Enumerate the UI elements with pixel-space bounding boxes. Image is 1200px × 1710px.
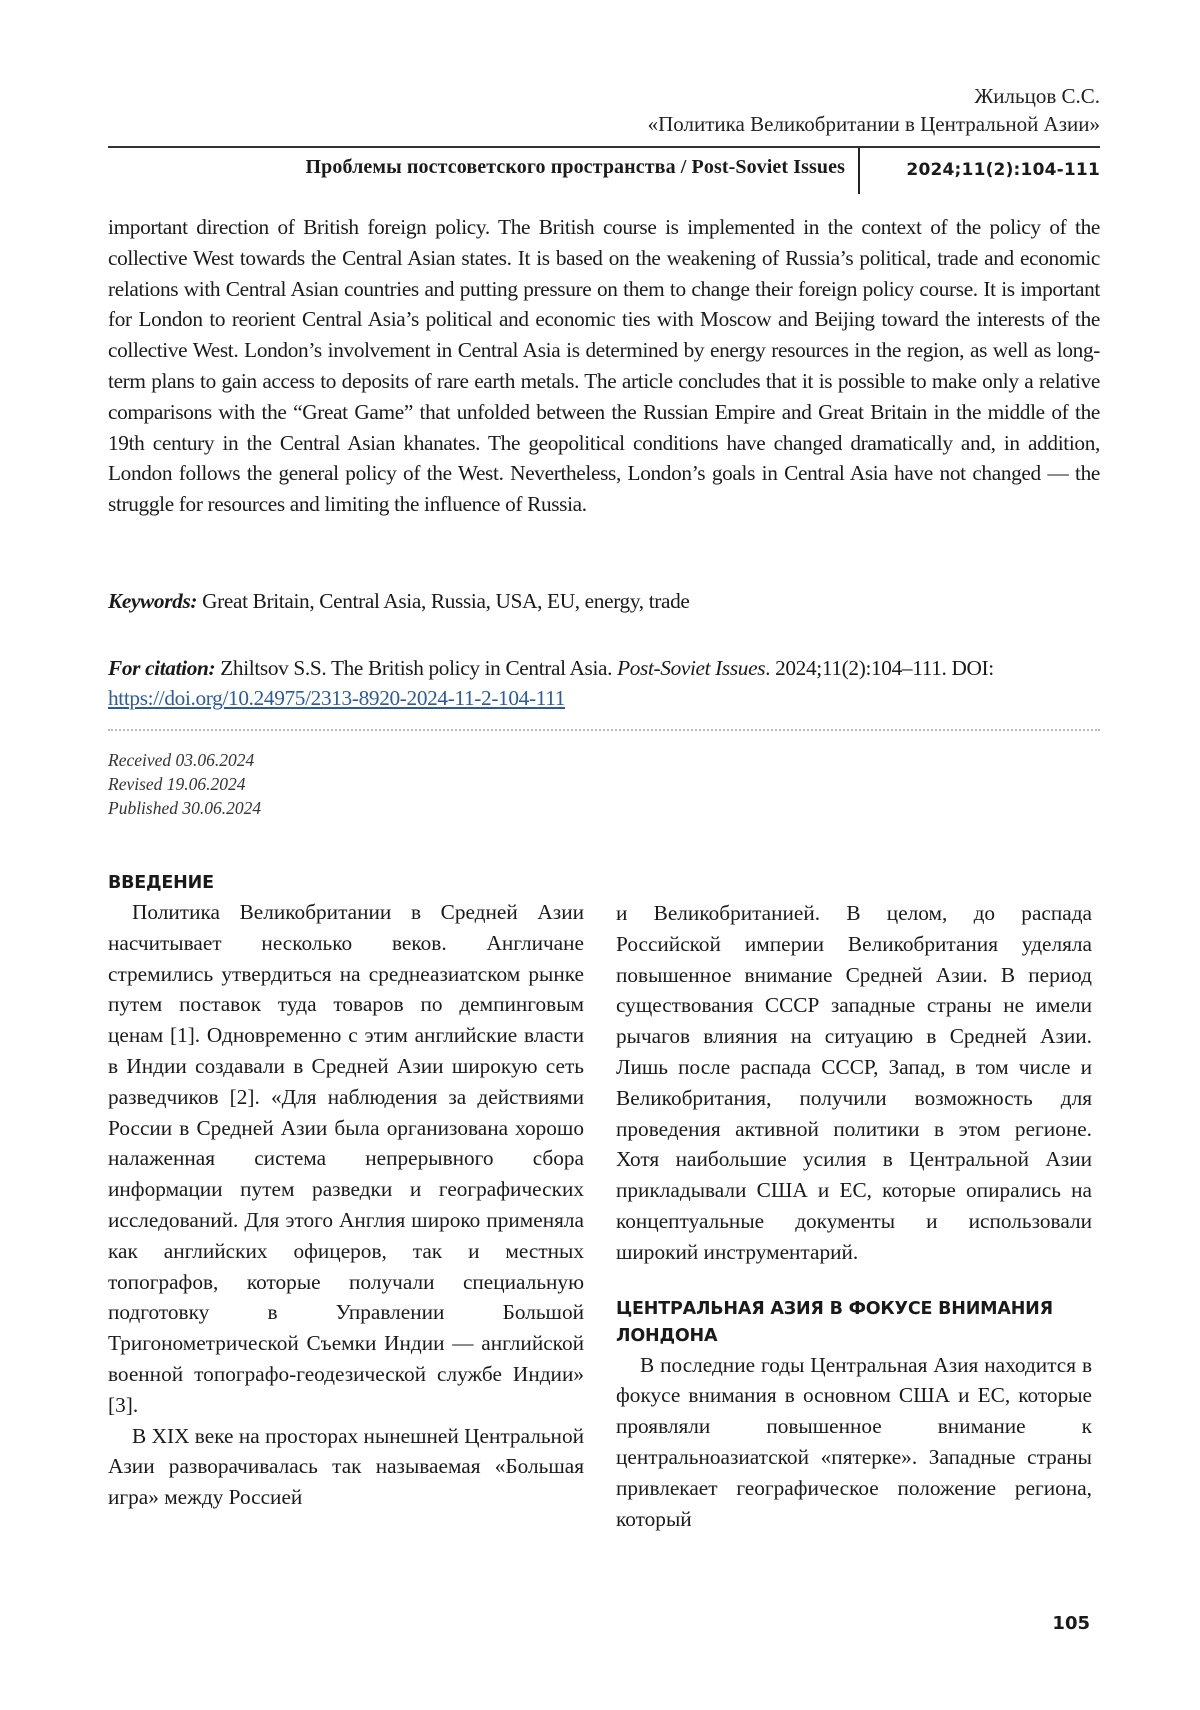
abstract [108, 212, 1100, 520]
paragraph: В XIX веке на просторах нынешней Центральной Азии разворачивалась так называемая «Большая игра» между Россией [108, 1423, 584, 1510]
keywords-value: Great Britain, Central Asia, Russia, USA, EU, energy, trade [197, 589, 690, 613]
citation-details: . 2024;11(2):104–111. DOI: [765, 656, 994, 680]
keywords-label: Keywords: [108, 589, 198, 613]
dotted-separator [108, 729, 1100, 731]
section-title-focus: ЦЕНТРАЛЬНАЯ АЗИЯ В ФОКУСЕ ВНИМАНИЯ ЛОНДОНА [616, 1298, 1053, 1346]
citation-label: For citation: [108, 656, 216, 680]
date-revised: Revised 19.06.2024 [108, 774, 246, 794]
column-right [616, 898, 1092, 1534]
citation-journal: Post-Soviet Issues [617, 656, 766, 680]
running-head [648, 82, 1100, 138]
running-head-title: «Политика Великобритании в Центральной Азии» [647, 112, 1100, 136]
article-dates [108, 748, 261, 820]
section-title-intro: ВВЕДЕНИЕ [108, 873, 214, 893]
journal-divider [858, 148, 860, 194]
paragraph-continued: и Великобританией. В целом, до распада Российской империи Великобритания уделяла повышенное внимание Средней Азии. В период существования СССР западные страны не имели рычагов влияния на ситуацию в Средней Азии. Лишь после распада СССР, Запад, в том числе и Великобритания, получили возможность для проведения активной политики в этом регионе. Хотя наибольшие усилия в Центральной Азии прикладывали США и ЕС, которые опирались на концептуальные документы и использовали широкий инструментарий. [616, 901, 1092, 1264]
journal-bar [108, 148, 1100, 194]
citation [108, 653, 1100, 713]
journal-issue: 2024;11(2):104-111 [906, 160, 1100, 180]
journal-name: Проблемы постсоветского пространства / Post-Soviet Issues [305, 156, 845, 178]
paragraph: Политика Великобритании в Средней Азии насчитывает несколько веков. Англичане стремились утвердиться на среднеазиатском рынке путем поставок туда товаров по демпинговым ценам [1]. Одновременно с этим английские власти в Индии создавали в Средней Азии широкую сеть разведчиков [2]. «Для наблюдения за действиями России в Средней Азии была организована хорошо налаженная система непрерывного сбора информации путем разведки и географических исследований. Для этого Англия широко применяла как английских офицеров, так и местных топографов, которые получали специальную подготовку в Управлении Большой Тригонометрической Съемки Индии — английской военной топографо-геодезической службе Индии» [3]. [108, 900, 584, 1417]
date-published: Published 30.06.2024 [108, 798, 262, 818]
date-received: Received 03.06.2024 [108, 750, 255, 770]
column-left [108, 870, 584, 1513]
keywords [108, 589, 1100, 614]
running-head-author: Жильцов С.С. [974, 84, 1100, 108]
abstract-text: important direction of British foreign policy. The British course is implemented in the context of the policy of the collective West towards the Central Asian states. It is based on the weakening of Russia’s political, trade and economic relations with Central Asian countries and putting pressure on them to change their foreign policy course. It is important for London to reorient Central Asia’s political and economic ties with Moscow and Beijing toward the interests of the collective West. London’s involvement in Central Asia is determined by energy resources in the region, as well as long-term plans to gain access to deposits of rare earth metals. The article concludes that it is possible to make only a relative comparisons with the “Great Game” that unfolded between the Russian Empire and Great Britain in the middle of the 19th century in the Central Asian khanates. The geopolitical conditions have changed dramatically and, in addition, London follows the general policy of the West. Nevertheless, London’s goals in Central Asia have not changed — the struggle for resources and limiting the influence of Russia. [108, 215, 1100, 517]
paragraph: В последние годы Центральная Азия находится в фокусе внимания в основном США и ЕС, которые проявляли повышенное внимание к центральноазиатской «пятерке». Западные страны привлекает географическое положение региона, который [616, 1352, 1092, 1531]
page-number: 105 [1052, 1613, 1090, 1634]
citation-text: Zhiltsov S.S. The British policy in Central Asia. [215, 656, 618, 680]
doi-link[interactable]: https://doi.org/10.24975/2313-8920-2024-11-2-104-111 [108, 686, 566, 710]
